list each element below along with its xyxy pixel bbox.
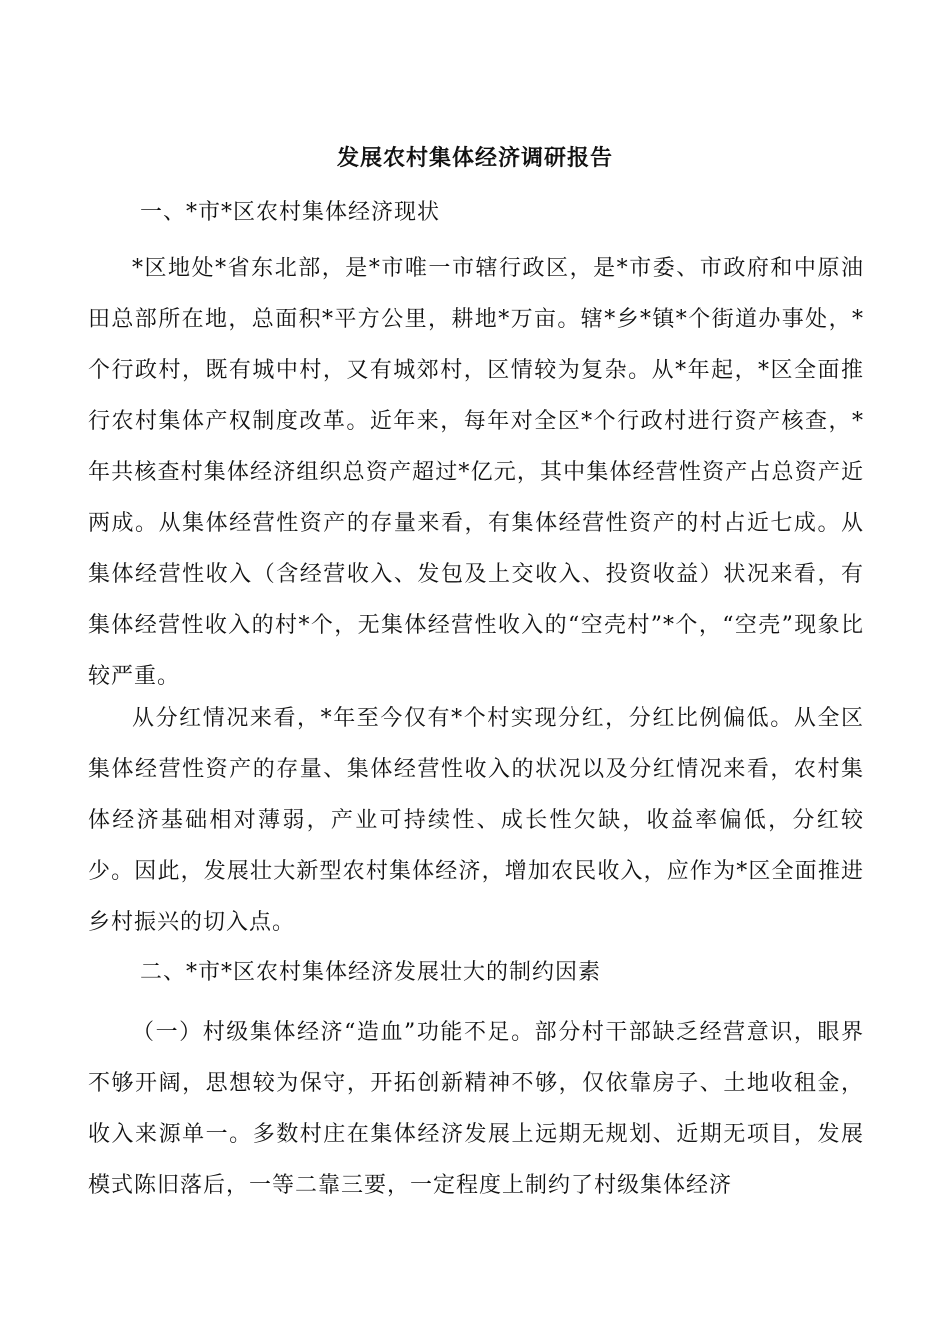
section-2-paragraph-1: （一）村级集体经济“造血”功能不足。部分村干部缺乏经营意识，眼界不够开阔，思想较为保守，开拓创新精神不够，仅依靠房子、土地收租金，收入来源单一。多数村庄在集体经济发展上远期无规划、近期无项目，发展模式陈旧落后，一等二靠三要，一定程度上制约了村级集体经济 — [88, 1020, 864, 1198]
section-1-paragraph-1: *区地处*省东北部，是*市唯一市辖行政区，是*市委、市政府和中原油田总部所在地，总面积*平方公里，耕地*万亩。辖*乡*镇*个街道办事处，*个行政村，既有城中村，又有城郊村，区情较为复杂。从*年起，*区全面推行农村集体产权制度改革。近年来，每年对全区*个行政村进行资产核查，*年共核查村集体经济组织总资产超过*亿元，其中集体经营性资产占总资产近两成。从集体经营性资产的存量来看，有集体经营性资产的村占近七成。从集体经营性收入（含经营收入、发包及上交收入、投资收益）状况来看，有集体经营性收入的村*个，无集体经营性收入的“空壳村”*个，“空壳”现象比较严重。 — [88, 256, 864, 689]
section-1-heading: 一、*市*区农村集体经济现状 — [140, 200, 441, 225]
document-title: 发展农村集体经济调研报告 — [336, 145, 613, 171]
section-1-paragraph-2: 从分红情况来看，*年至今仅有*个村实现分红，分红比例偏低。从全区集体经营性资产的存量、集体经营性收入的状况以及分红情况来看，农村集体经济基础相对薄弱，产业可持续性、成长性欠缺，收益率偏低，分红较少。因此，发展壮大新型农村集体经济，增加农民收入，应作为*区全面推进乡村振兴的切入点。 — [88, 706, 864, 935]
section-2-heading: 二、*市*区农村集体经济发展壮大的制约因素 — [140, 960, 602, 985]
